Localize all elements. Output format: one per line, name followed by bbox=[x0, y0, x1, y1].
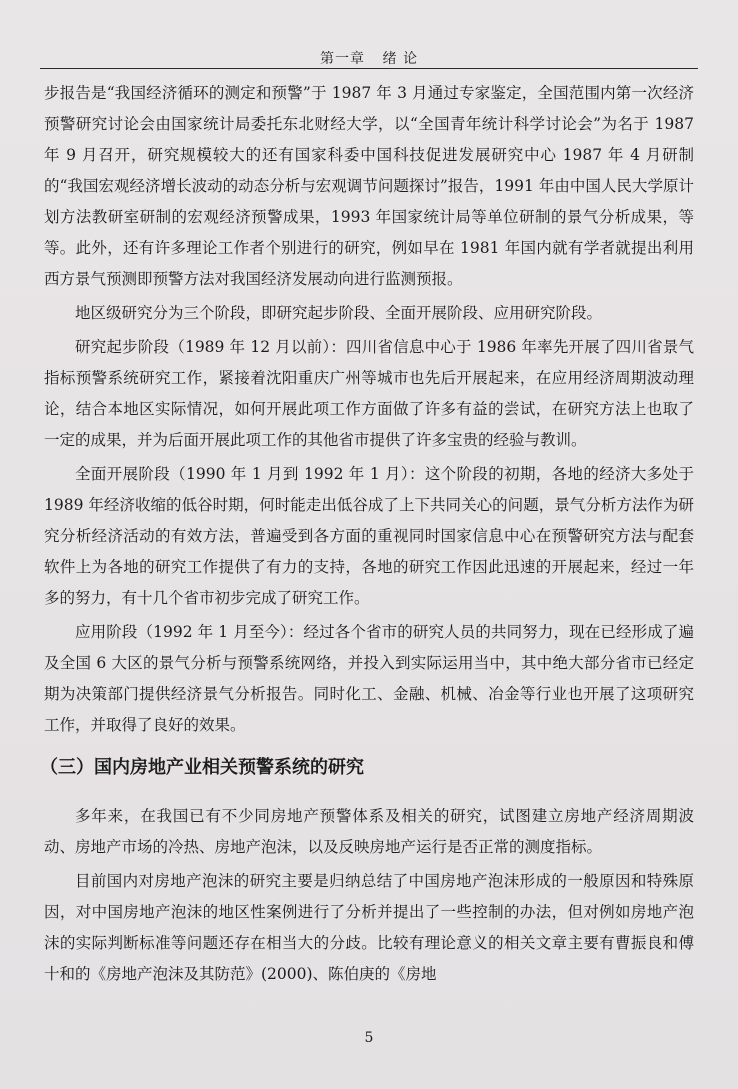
paragraph: 研究起步阶段（1989 年 12 月以前）：四川省信息中心于 1986 年率先开展了四川省景气指标预警系统研究工作，紧接着沈阳重庆广州等城市也先后开展起来，在应用经济周期波动理论，结合本地区实际情况，如何开展此项工作方面做了许多有益的尝试，在研究方法上也取了一定的成果，并为后面开展此项工作的其他省市提供了许多宝贵的经验与教训。 bbox=[44, 338, 694, 449]
paragraph: 地区级研究分为三个阶段，即研究起步阶段、全面开展阶段、应用研究阶段。 bbox=[75, 304, 603, 322]
page-body bbox=[40, 78, 694, 993]
section-heading: （三）国内房地产业相关预警系统的研究 bbox=[40, 757, 364, 778]
running-header bbox=[40, 48, 698, 68]
paragraph: 全面开展阶段（1990 年 1 月到 1992 年 1 月）：这个阶段的初期，各地的经济大多处于 1989 年经济收缩的低谷时期，何时能走出低谷成了上下共同关心的问题，景气分析方法作为研究分析经济活动的有效方法，普遍受到各方面的重视同时国家信息中心在预警研究方法与配套软件上为各地的研究工作提供了有力的支持，各地的研究工作因此迅速的开展起来，经过一年多的努力，有十几个省市初步完成了研究工作。 bbox=[44, 465, 694, 607]
header-rule bbox=[40, 68, 698, 69]
paragraph: 目前国内对房地产泡沫的研究主要是归纳总结了中国房地产泡沫形成的一般原因和特殊原因，对中国房地产泡沫的地区性案例进行了分析并提出了一些控制的办法，但对例如房地产泡沫的实际判断标准等问题还存在相当大的分歧。比较有理论意义的相关文章主要有曹振良和傅十和的《房地产泡沫及其防范》(2000)、陈伯庚的《房地 bbox=[44, 872, 694, 983]
chapter-title: 绪 论 bbox=[382, 51, 418, 67]
chapter-number: 第一章 bbox=[320, 51, 366, 67]
page-number: 5 bbox=[364, 1030, 374, 1046]
paragraph: 多年来，在我国已有不少同房地产预警体系及相关的研究，试图建立房地产经济周期波动、房地产市场的冷热、房地产泡沫，以及反映房地产运行是否正常的测度指标。 bbox=[44, 807, 694, 856]
paragraph: 步报告是“我国经济循环的测定和预警”于 1987 年 3 月通过专家鉴定，全国范围内第一次经济预警研究讨论会由国家统计局委托东北财经大学，以“全国青年统计科学讨论会”为名于 1987 年 9 月召开，研究规模较大的还有国家科委中国科技促进发展研究中心 1987 年 4 月研制的“我国宏观经济增长波动的动态分析与宏观调节问题探讨”报告，1991 年由中国人民大学原计划方法教研室研制的宏观经济预警成果，1993 年国家统计局等单位研制的景气分析成果，等等。此外，还有许多理论工作者个别进行的研究，例如早在 1981 年国内就有学者就提出利用西方景气预测即预警方法对我国经济发展动向进行监测预报。 bbox=[44, 84, 694, 288]
paragraph: 应用阶段（1992 年 1 月至今）：经过各个省市的研究人员的共同努力，现在已经形成了遍及全国 6 大区的景气分析与预警系统网络，并投入到实际运用当中，其中绝大部分省市已经定期为决策部门提供经济景气分析报告。同时化工、金融、机械、冶金等行业也开展了这项研究工作，并取得了良好的效果。 bbox=[44, 623, 694, 734]
